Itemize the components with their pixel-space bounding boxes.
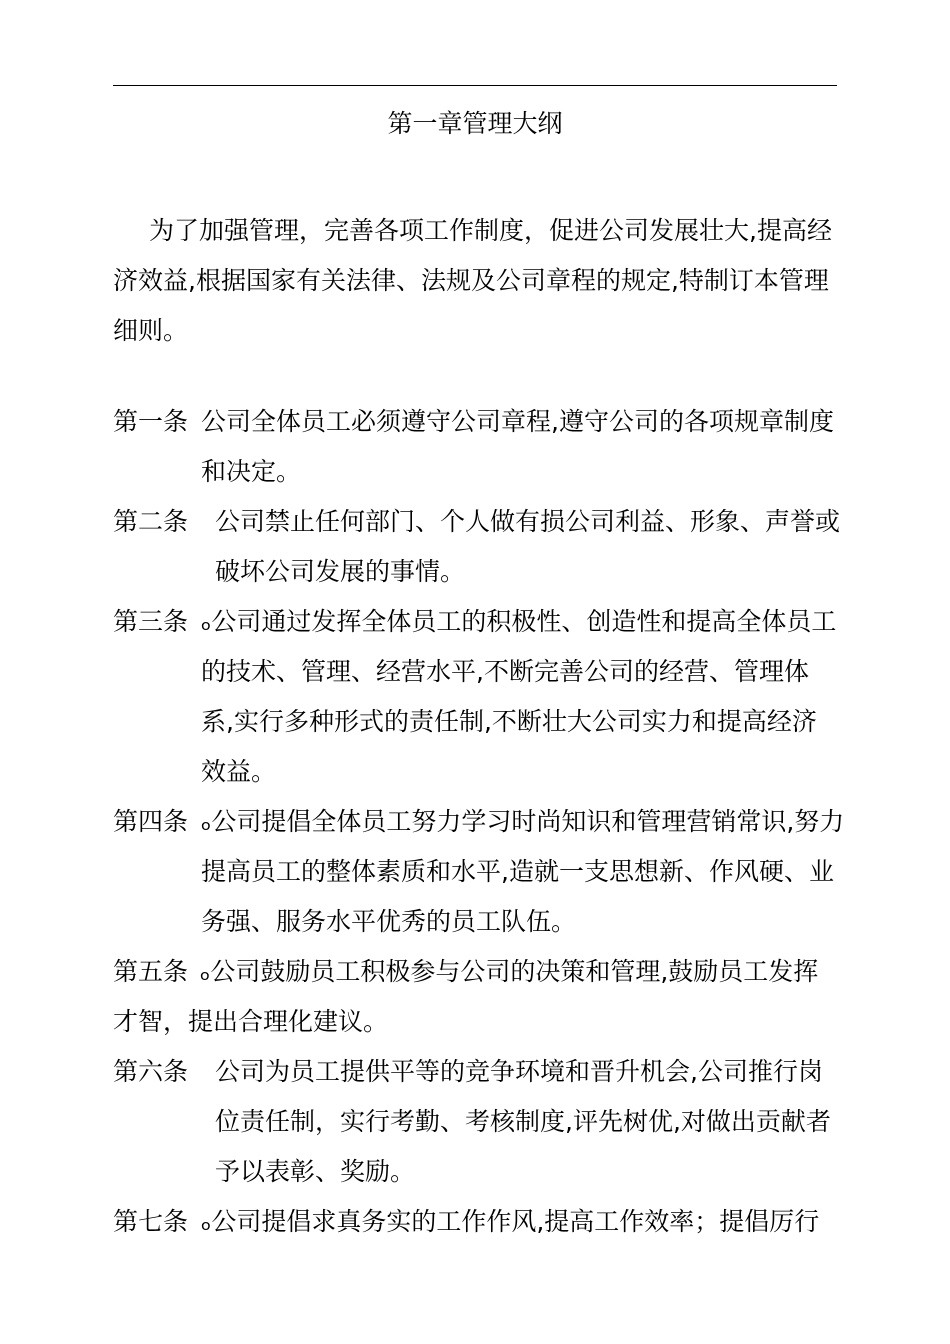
article-number: 第六条	[113, 1057, 189, 1086]
article-text: ₒ公司通过发挥全体员工的积极性、创造性和提高全体员工的技术、管理、经营水平,不断完善公司的经营、管理体系,实行多种形式的责任制,不断壮大公司实力和提高经济效益。	[201, 607, 837, 786]
article-number: 第四条	[113, 807, 189, 836]
header-rule	[113, 85, 837, 86]
article-1	[113, 397, 853, 497]
article-3	[113, 597, 853, 797]
article-text: 公司全体员工必须遵守公司章程,遵守公司的各项规章制度和决定。	[201, 407, 834, 486]
article-number: 第五条	[113, 957, 189, 986]
article-5	[113, 947, 843, 1047]
intro-paragraph	[113, 206, 843, 356]
article-7	[113, 1197, 853, 1247]
article-text: ₒ公司提倡求真务实的工作作风,提高工作效率；提倡厉行	[201, 1207, 820, 1236]
article-2	[113, 497, 853, 597]
article-text: ₒ公司提倡全体员工努力学习时尚知识和管理营销常识,努力提高员工的整体素质和水平,造就一支思想新、作风硬、业务强、服务水平优秀的员工队伍。	[201, 807, 845, 936]
article-number: 第七条	[113, 1207, 189, 1236]
article-number: 第一条	[113, 407, 189, 436]
intro-text: 为了加强管理，完善各项工作制度，促进公司发展壮大,提高经济效益,根据国家有关法律、法规及公司章程的规定,特制订本管理细则。	[113, 216, 832, 345]
article-number: 第三条	[113, 607, 189, 636]
chapter-title: 第一章管理大纲	[387, 109, 563, 138]
article-text: ₒ公司鼓励员工积极参与公司的决策和管理,鼓励员工发挥才智，提出合理化建议。	[113, 957, 819, 1036]
article-number: 第二条	[113, 507, 189, 536]
article-body	[113, 947, 841, 1047]
article-text: 公司为员工提供平等的竞争环境和晋升机会,公司推行岗位责任制，实行考勤、考核制度,评先树优,对做出贡献者予以表彰、奖励。	[215, 1057, 831, 1186]
article-text: 公司禁止任何部门、个人做有损公司利益、形象、声誉或破坏公司发展的事情。	[215, 507, 841, 586]
article-6	[113, 1047, 853, 1197]
article-4	[113, 797, 853, 947]
